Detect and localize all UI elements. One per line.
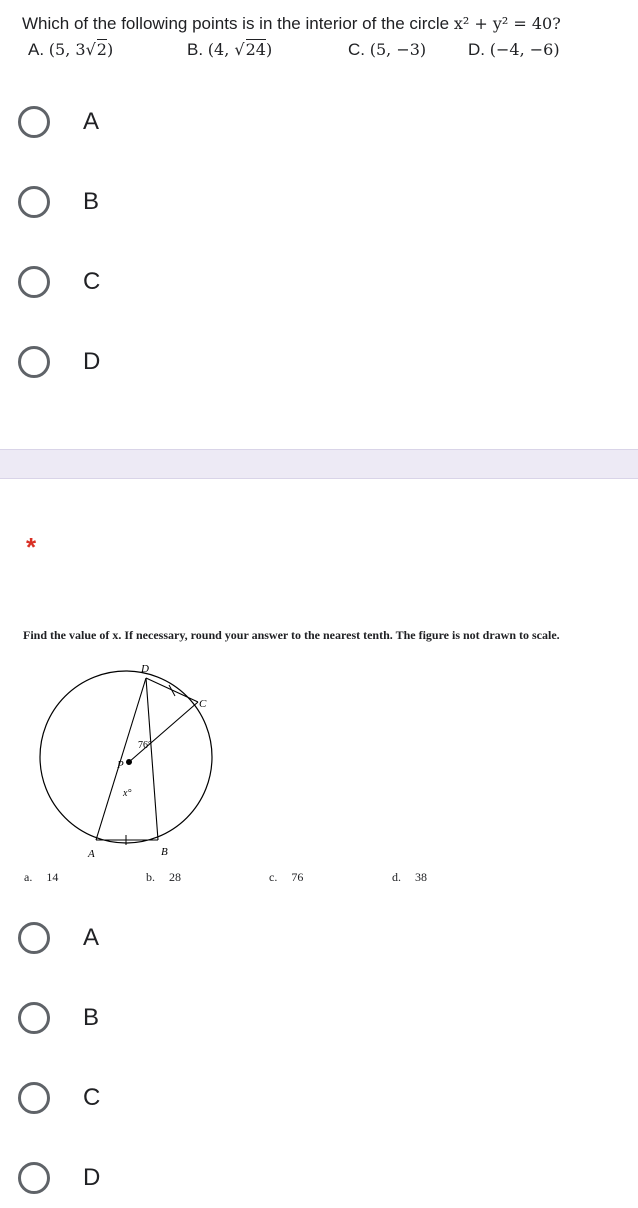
radio-button-icon[interactable] — [18, 186, 50, 218]
q2-choice-b-value: 28 — [169, 870, 181, 884]
q2-choice-a-value: 14 — [46, 870, 59, 884]
required-marker: * — [26, 532, 37, 562]
q2-choice-b-letter: b. — [146, 870, 155, 884]
radio-button-icon[interactable] — [18, 1162, 50, 1194]
q1-choice-a-pre: (5, 3 — [48, 40, 86, 59]
q1-choice-c-value: (5, −3) — [369, 40, 427, 59]
q1-choice-b-radical: 24 — [245, 40, 266, 59]
q2-choice-d-letter: d. — [392, 870, 401, 884]
question-1-equation: x² + y² = 40? — [453, 14, 561, 33]
q2-option-c[interactable] — [18, 1076, 100, 1120]
q1-option-d-label: D — [83, 348, 101, 375]
radio-button-icon[interactable] — [18, 346, 50, 378]
q2-option-d[interactable] — [18, 1156, 100, 1200]
q1-choice-b-pre: (4, — [207, 40, 235, 59]
q2-choice-d — [392, 870, 427, 885]
q1-option-c[interactable] — [18, 260, 100, 304]
question-1-choice-list — [0, 40, 638, 64]
q1-option-c-label: C — [83, 268, 101, 295]
question-2-text: Find the value of x. If necessary, round your answer to the nearest tenth. The figure is not drawn to scale. — [23, 628, 560, 642]
q2-option-b-label: B — [83, 1004, 100, 1031]
angle-label-x: x° — [123, 788, 132, 799]
q2-choice-a-letter: a. — [24, 870, 33, 884]
q2-choice-b — [146, 870, 181, 885]
q2-option-b[interactable] — [18, 996, 99, 1040]
q1-option-a[interactable] — [18, 100, 99, 144]
q1-choice-a-letter: A. — [28, 40, 45, 59]
radio-button-icon[interactable] — [18, 266, 50, 298]
q2-choice-a — [24, 870, 58, 885]
q1-choice-a-post: ) — [106, 40, 114, 59]
q2-choice-c-value: 76 — [291, 870, 304, 884]
q2-choice-c — [269, 870, 303, 885]
segment-p-c — [129, 702, 198, 762]
q1-choice-b: B. (4, √24) — [187, 40, 273, 59]
circle-geometry-figure — [36, 658, 226, 858]
q1-option-b[interactable] — [18, 180, 99, 224]
q2-option-a[interactable] — [18, 916, 99, 960]
point-p-dot — [126, 759, 132, 765]
q1-choice-a-radical: 2 — [96, 40, 107, 59]
radio-button-icon[interactable] — [18, 1082, 50, 1114]
q1-option-b-label: B — [83, 188, 100, 215]
q1-option-d[interactable] — [18, 340, 100, 384]
q1-choice-d-value: (−4, −6) — [489, 40, 560, 59]
q1-choice-b-post: ) — [265, 40, 273, 59]
q2-choice-c-letter: c. — [269, 870, 278, 884]
q1-choice-c-letter: C. — [348, 40, 365, 59]
question-1-text — [22, 14, 561, 34]
radio-button-icon[interactable] — [18, 1002, 50, 1034]
label-c: C — [199, 698, 207, 710]
label-d: D — [141, 663, 149, 675]
label-p: P — [117, 759, 124, 771]
q1-choice-d-letter: D. — [468, 40, 485, 59]
q2-option-c-label: C — [83, 1084, 101, 1111]
question-2-choice-list — [0, 870, 638, 888]
section-divider — [0, 449, 638, 479]
q1-choice-c — [348, 40, 426, 60]
q1-choice-d — [468, 40, 560, 60]
q1-choice-b-letter: B. — [187, 40, 204, 59]
label-b: B — [161, 846, 168, 858]
q1-choice-a: A. (5, 3√2) — [28, 40, 114, 59]
label-a: A — [88, 848, 95, 858]
radio-button-icon[interactable] — [18, 106, 50, 138]
q2-option-d-label: D — [83, 1164, 101, 1191]
chord-d-b — [146, 678, 158, 840]
q2-choice-d-value: 38 — [415, 870, 427, 884]
q1-option-a-label: A — [83, 108, 100, 135]
q2-option-a-label: A — [83, 924, 100, 951]
angle-label-76: 76° — [138, 740, 152, 751]
question-1-prompt: Which of the following points is in the interior of the circle — [22, 14, 450, 33]
radio-button-icon[interactable] — [18, 922, 50, 954]
